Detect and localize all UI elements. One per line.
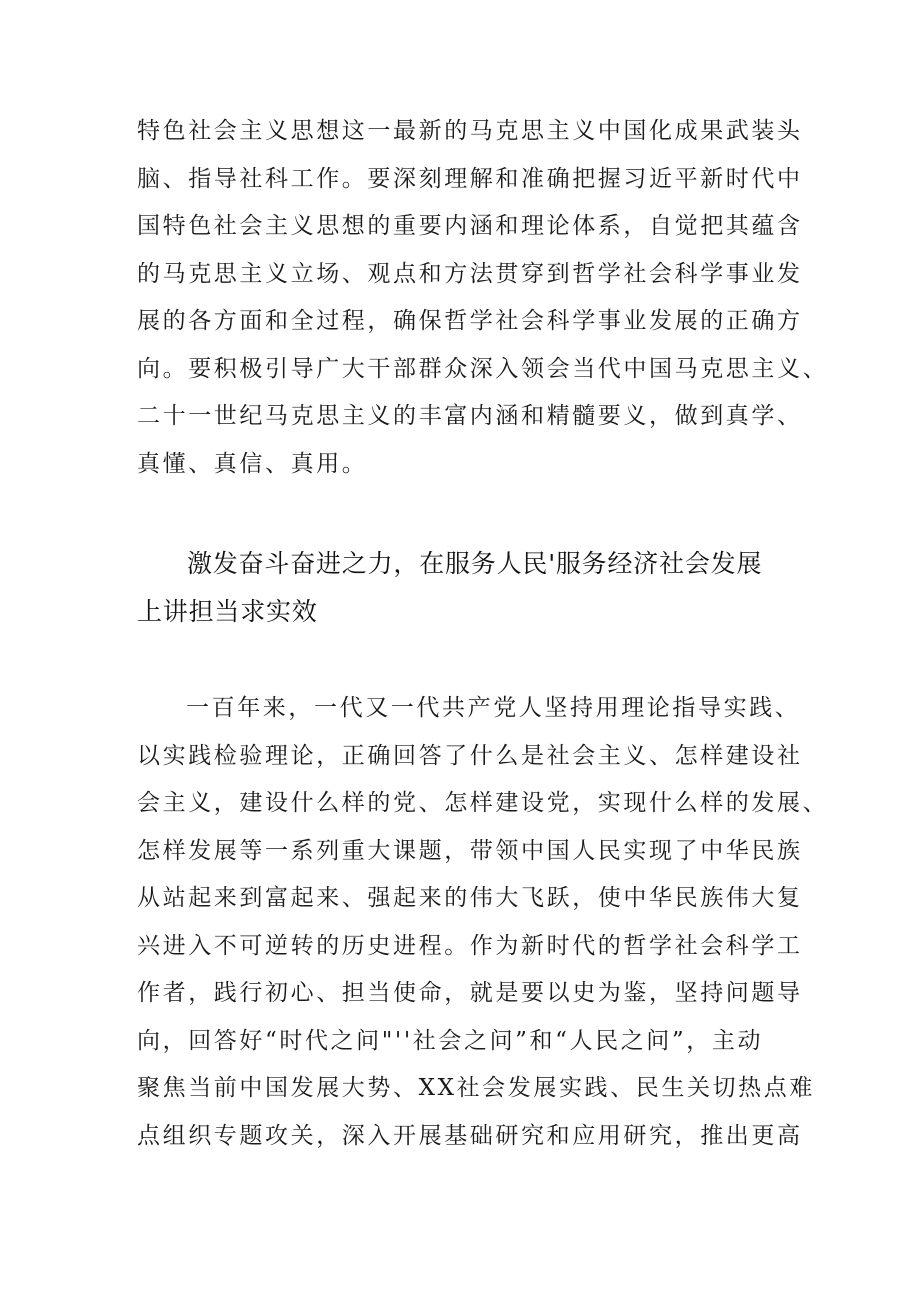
paragraph-line: 特色社会主义思想这一最新的马克思主义中国化成果武装头 — [137, 118, 803, 144]
paragraph-line: 聚焦当前中国发展大势、XX社会发展实践、民生关切热点难 — [137, 1075, 815, 1101]
paragraph-line: 怎样发展等一系列重大课题，带领中国人民实现了中华民族 — [137, 838, 803, 864]
paragraph-line: 会主义，建设什么样的党、怎样建设党，实现什么样的发展、 — [137, 790, 829, 816]
paragraph-line: 点组织专题攻关，深入开展基础研究和应用研究，推出更高 — [137, 1123, 803, 1149]
paragraph-line: 的马克思主义立场、观点和方法贯穿到哲学社会科学事业发 — [137, 261, 803, 287]
paragraph-line: 兴进入不可逆转的历史进程。作为新时代的哲学社会科学工 — [137, 933, 803, 959]
heading-line: 上讲担当求实效 — [137, 597, 318, 626]
paragraph-line: 一百年来，一代又一代共产党人坚持用理论指导实践、 — [186, 695, 801, 721]
paragraph-line: 脑、指导社科工作。要深刻理解和准确把握习近平新时代中 — [137, 166, 803, 192]
paragraph-line: 真懂、真信、真用。 — [137, 451, 368, 477]
paragraph-line: 向，回答好“时代之问"''社会之问”和“人民之问”，主动 — [137, 1028, 764, 1054]
paragraph-line: 二十一世纪马克思主义的丰富内涵和精髓要义，做到真学、 — [137, 403, 803, 429]
paragraph-line: 从站起来到富起来、强起来的伟大飞跃，使中华民族伟大复 — [137, 885, 803, 911]
paragraph-line: 以实践检验理论，正确回答了什么是社会主义、怎样建设社 — [137, 743, 803, 769]
paragraph-line: 国特色社会主义思想的重要内涵和理论体系，自觉把其蕴含 — [137, 213, 803, 239]
paragraph-line: 作者，践行初心、担当使命，就是要以史为鉴，坚持问题导 — [137, 980, 803, 1006]
paragraph-line: 展的各方面和全过程，确保哲学社会科学事业发展的正确方 — [137, 308, 803, 334]
heading-line: 激发奋斗奋进之力，在服务人民'服务经济社会发展 — [187, 549, 763, 578]
paragraph-line: 向。要积极引导广大干部群众深入领会当代中国马克思主义、 — [137, 356, 829, 382]
